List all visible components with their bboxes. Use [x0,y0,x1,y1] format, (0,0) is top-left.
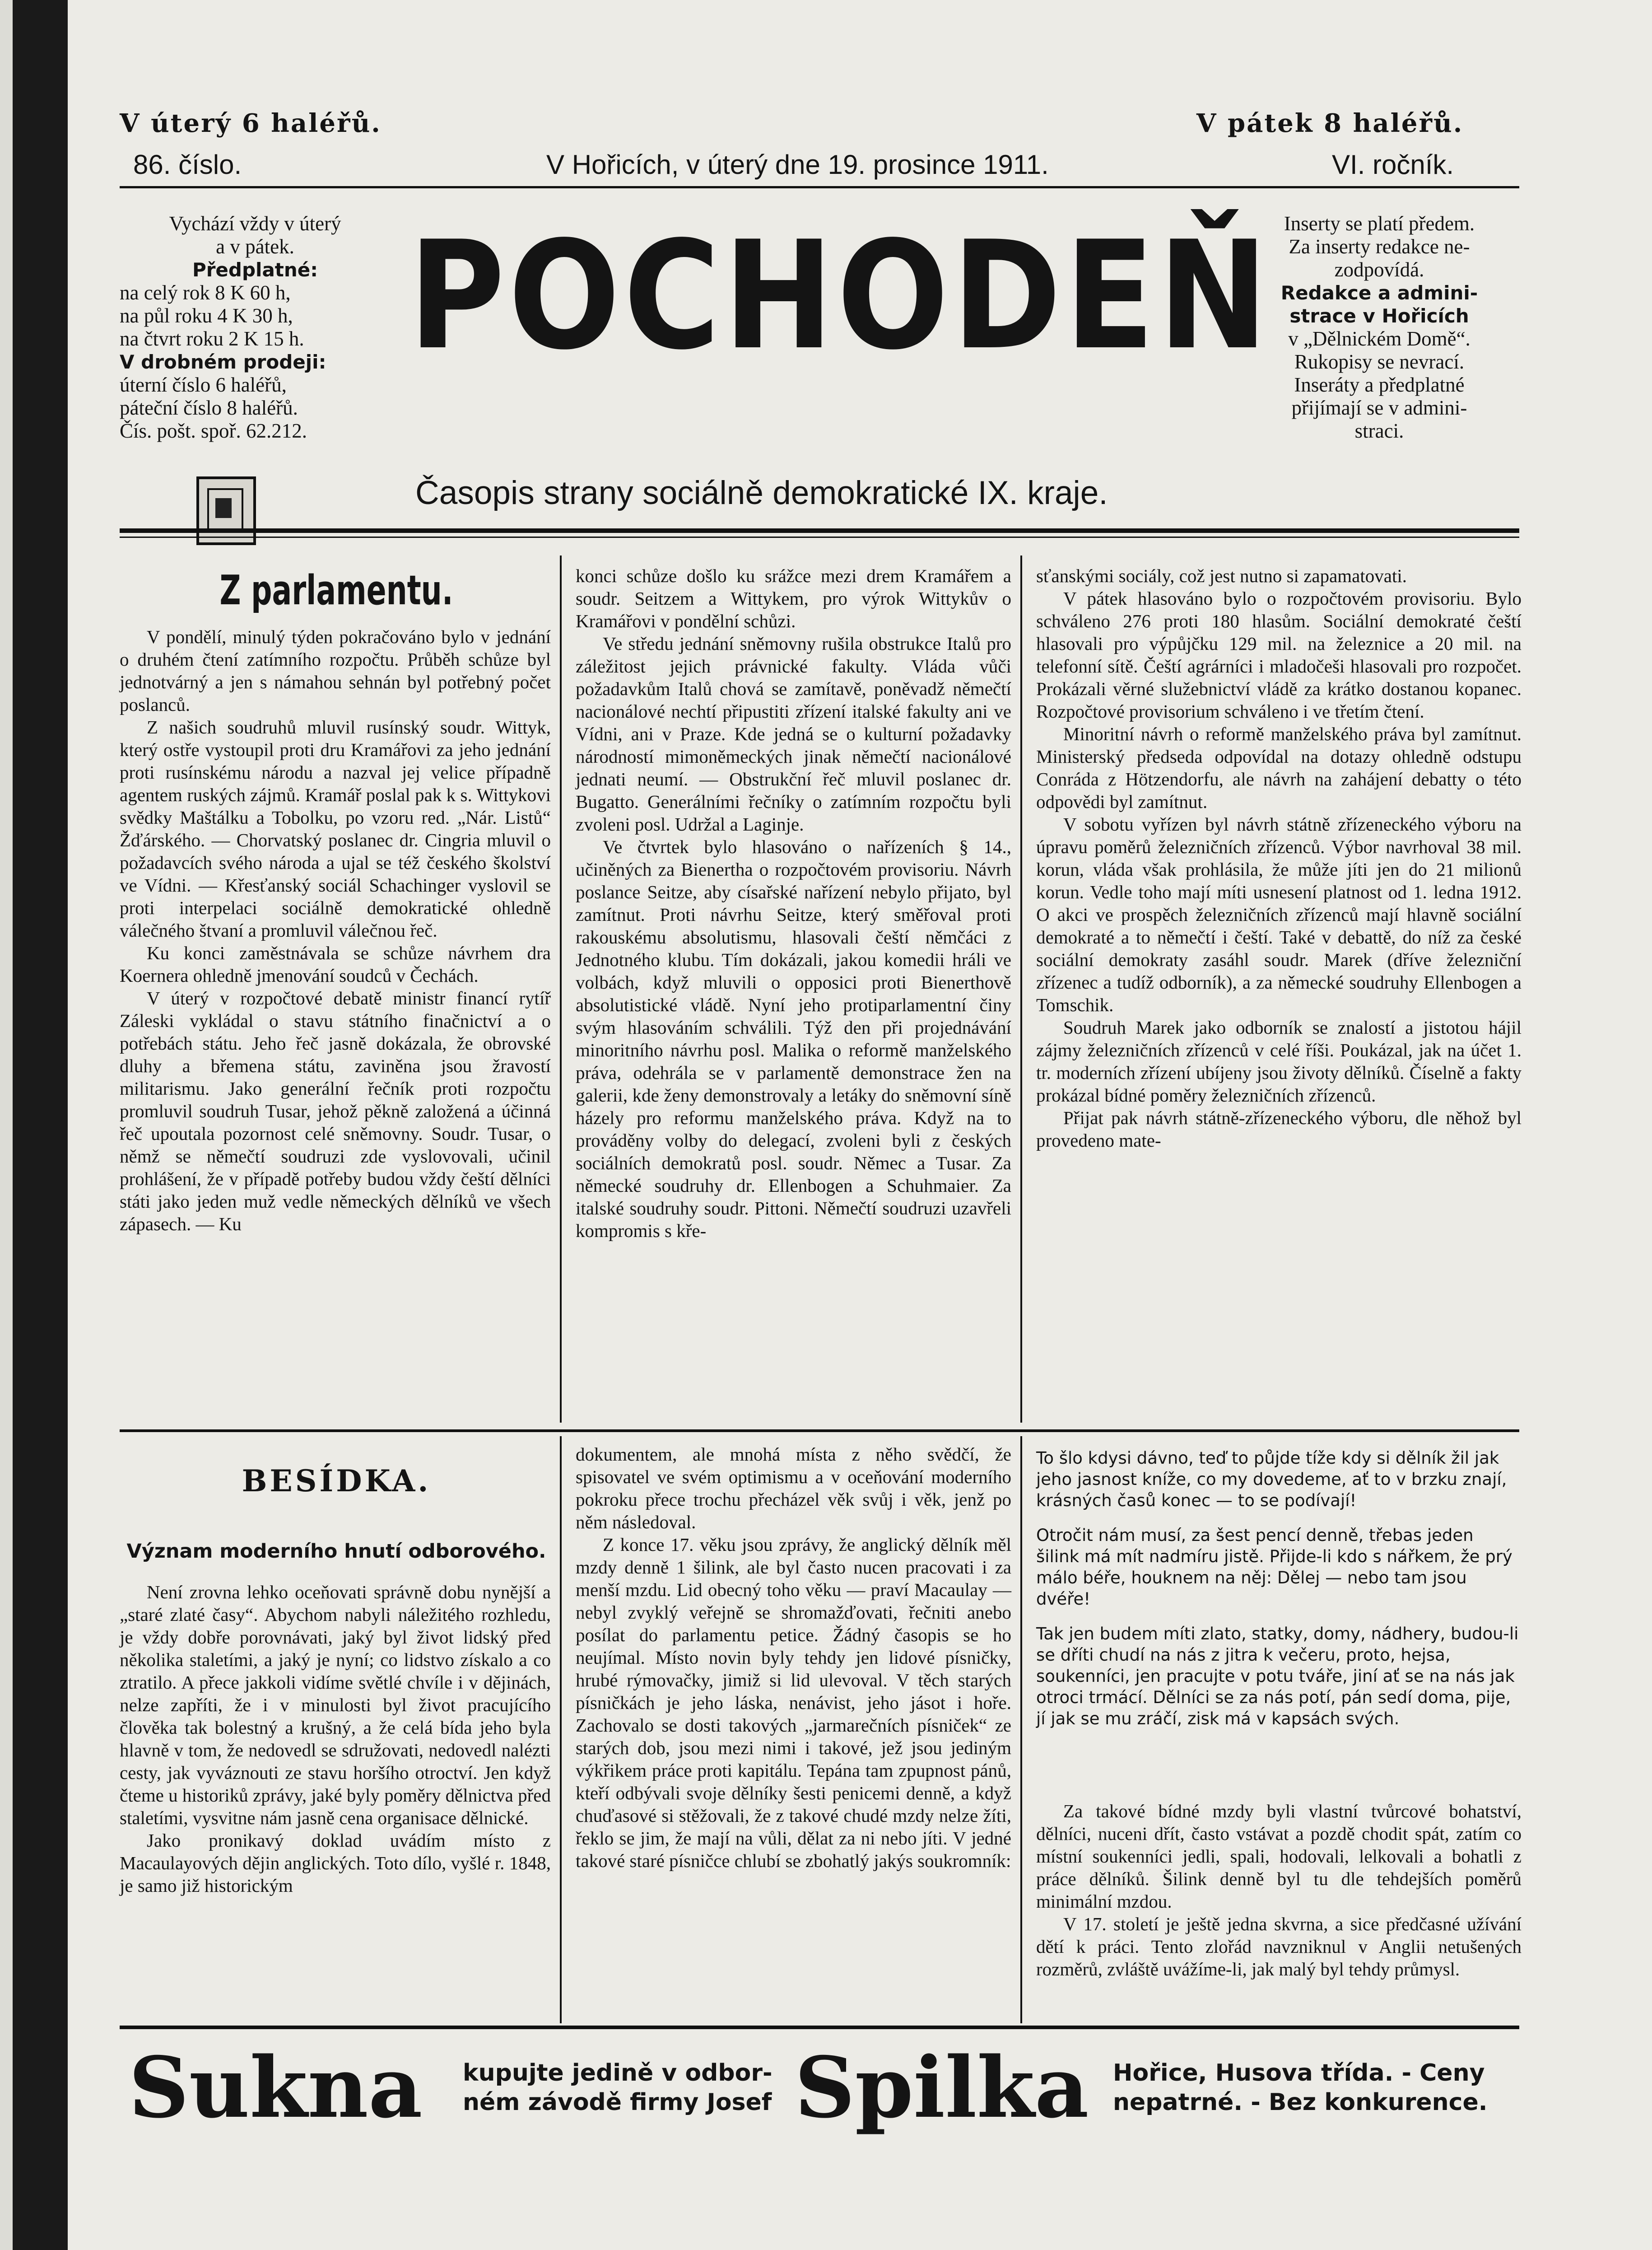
poem-stanza: Otročit nám musí, za šest pencí denně, třebas jeden šilink má mít nadmíru jistě. Přijde-li kdo s nářkem, že prý málo béře, houknem na něj: Dělej — nebo tam jsou dvéře! [1036,1526,1512,1609]
feuilleton-column-2 [576,1443,1011,1872]
price-half-year: na půl roku 4 K 30 h, [120,304,293,327]
ads-disclaimer-1: Za inserty redakce ne- [1289,235,1470,258]
manuscripts-note: Rukopisy se nevrací. [1294,350,1465,373]
editorial-address-3: v „Dělnickém Domě“. [1288,327,1471,350]
article-column-2 [576,565,1011,1242]
poem-block [1036,1447,1522,1743]
retail-heading: V drobném prodeji: [120,351,326,373]
advert-text-1: kupujte jedině v odbor- [463,2059,772,2087]
paragraph: Jako pronikavý doklad uvádím místo z Macaulayových dějin anglických. Toto dílo, vyšlé r. 1848, je samo již historickým [120,1830,551,1896]
paragraph: V úterý v rozpočtové debatě ministr financí rytíř Záleski vykládal o stavu státního finačnictví a o potřebách státu. Jeho řeč jasně dokázala, že obrovské dluhy a břemena státu, zaviněna jsou žravostí militarismu. Jako generální řečník proti rozpočtu promluvil soudruh Tusar, jehož pěkně založená a účinná řeč upoutala pozornost celé sněmovny. Soudr. Tusar, o němž se němečtí soudruzi zde vyslovovali, učinil prohlášení, že v případě potřeby budou vždy čeští dělníci státi jako jeden muž vedle německých dělníků ve všech zápasech. — Ku [120,988,551,1234]
union-label-stamp-icon [196,476,256,545]
paragraph: Minoritní návrh o reformě manželského práva byl zamítnut. Ministerský předseda odpovídal na dotazy ohledně odstupu Conráda z Hötzendorfu, ale návrh na zahájení debatty o této odpovědi byl zamítnut. [1036,724,1522,812]
paragraph: Z našich soudruhů mluvil rusínský soudr. Wittyk, který ostře vystoupil proti dru Kramářovi za jeho jednání proti rusínskému národu a nazval jej velice případně agentem ruských zájmů. Kramář poslal pak k s. Wittykovi svědky Maštálku a Tobolku, po vzoru red. „Nár. Listů“ Žďárského. — Chorvatský poslanec dr. Cingria mluvil o požadavcích svého národa a ujal se též českého školství ve Vídni. — Křesťanský sociál Schachinger vyslovil se proti interpelaci sociálně demokratické ohledně válečného štvaní a promluvil válečnou řeč. [120,717,551,941]
paragraph: Za takové bídné mzdy byli vlastní tvůrcové bohatství, dělníci, nuceni dřít, často vstávat a pozdě chodit spát, zatím co místní soukenníci jedli, spali, hodovali, lelkovali a bohatli z práce dělníků. Šilink denně byl tu dle tehdejších poměrů minimální mzdou. [1036,1801,1522,1912]
newspaper-page [68,0,1652,2250]
advert-text-4: nepatrné. - Bez konkurence. [1113,2089,1488,2116]
postal-savings-number: Čís. pošt. spoř. 62.212. [120,420,307,442]
article-column-3 [1036,565,1522,1152]
paragraph: V pátek hlasováno bylo o rozpočtovém provisoriu. Bylo schváleno 276 proti 180 hlasům. Sociální demokraté čeští hlasovali pro výpůjčku 129 mil. na železnice a 20 mil. na telefonní sítě. Čeští agrárníci i mladočeši hlasovali pro rozpočet. Prokázali věrné služebnictví vládě za krátko dostanou kopanec. Rozpočtové provisorium schváleno i ve třetím čtení. [1036,588,1522,722]
price-friday: V pátek 8 haléřů. [1196,108,1464,138]
ads-accepted-3: straci. [1354,420,1404,442]
article-title: Z parlamentu. [219,567,453,614]
paragraph: V 17. století je ještě jedna skvrna, a sice předčasné užívání dětí k práci. Tento zlořád navzniknul v Anglii netušených rozměrů, zvláště uvážíme-li, jak malý byl tehdy průmysl. [1036,1914,1522,1979]
feuilleton-column-3 [1036,1800,1522,1980]
publish-days-2: a v pátek. [216,235,294,258]
column-divider [1020,555,1022,1423]
paragraph: V sobotu vyřízen byl návrh státně zřízeneckého výboru na úpravu poměrů železničních zřízenců. Výbor navrhoval 38 mil. korun, vláda však prohlásila, že může jíti jen do 21 milionů korun. Vedle toho mají míti usnesení platnost od 1. ledna 1912. O akci ve prospěch železničních zřízenců mají hlavně sociální demokraté a to němečtí i čeští. Také v debattě, do níž za české sociální demokraty zasáhl soudr. Marek (dříve železniční zřízenec a tudíž odborník), a za německé soudruhy Ellenbogen a Tomschik. [1036,814,1522,1015]
advert-sukna: Sukna [129,2038,423,2137]
column-divider [560,1436,562,2023]
volume-number: VI. ročník. [1332,149,1454,180]
ads-accepted-2: přijímají se v admini- [1291,397,1467,419]
paragraph: Přijat pak návrh státně-zřízeneckého výboru, dle něhož byl provedeno mate- [1036,1107,1522,1151]
publish-days-1: Vychází vždy v úterý [169,212,341,235]
advert-text-2: ném závodě firmy Josef [463,2089,772,2116]
editorial-address-2: strace v Hořicích [1289,305,1469,327]
article-column-1 [120,626,551,1235]
ads-prepaid: Inserty se platí předem. [1284,212,1475,235]
poem-stanza: To šlo kdysi dávno, teď to půjde tíže kdy si dělník žil jak jeho jasnost kníže, co my dovedeme, ať to v brzku znají, krásných časů konec — to se podívají! [1036,1448,1507,1510]
paragraph: Není zrovna lehko oceňovati správně dobu nynější a „staré zlaté časy“. Abychom nabyli náležitého rozhledu, je vždy dobře porovnávati, jaký byl život lidský před několika staletími, a jaký je nyní; co lidstvo získalo a co ztratilo. A přece jakkoli vidíme světlé chvíle i v dějinách, nelze zapříti, že i v minulosti byl život pracujícího člověka tak bolestný a krušný, a že celá bída jeho byla hlavně v tom, že nedovedl se sdružovati, nedovedl nalézti cesty, jak vyváznouti ze stavu horšího otroctví. Jen když čteme u historiků zprávy, jaké byly poměry dělnictva před staletími, vysvitne nám jasně cena organisace dělnické. [120,1582,551,1828]
masthead-title: POCHODEŇ [409,209,1272,383]
advert-rule [120,2026,1519,2029]
paragraph: konci schůze došlo ku srážce mezi drem Kramářem a soudr. Seitzem a Wittykem, pro výrok Wittykův o Kramářovi v pondělní schůzi. [576,565,1011,631]
subscription-box [120,212,391,443]
header-rule [120,186,1519,188]
paragraph: Soudruh Marek jako odborník se znalostí a jistotou hájil zájmy železničních zřízenců v celé říši. Poukázal, jak na účet 1. tr. moderních zřízení ubíjeny jsou životy dělníků. Číselně a fakty prokázal bídné poměry železničních zřízenců. [1036,1017,1522,1106]
paragraph: V pondělí, minulý týden pokračováno bylo v jednání o druhém čtení zatímního rozpočtu. Průběh schůze byl jednotvárný a jen s námahou sehnán byl potřebný počet poslanců. [120,626,551,715]
editorial-box [1244,212,1515,443]
poem-stanza: Tak jen budem míti zlato, statky, domy, nádhery, budou-li se dříti chudí na nás z jitra k večeru, proto, hejsa, soukenníci, jen pracujte v potu tváře, jiní ať se na nás jak otroci trmácí. Dělníci se za nás potí, pán sedí doma, pije, jí jak se mu zráčí, zisk má v kapsách svých. [1036,1624,1519,1728]
price-quarter: na čtvrt roku 2 K 15 h. [120,327,304,350]
paragraph: Ku konci zaměstnávala se schůze návrhem dra Koernera ohledně jmenování soudců v Čechách. [120,943,551,986]
paragraph: sťanskými sociály, což jest nutno si zapamatovati. [1036,565,1407,586]
paragraph: Ve čtvrtek bylo hlasováno o nařízeních § 14., učiněných za Bienertha o rozpočtovém provisoriu. Návrh poslance Seitze, aby císařské nařízení nebylo přijato, byl zamítnut. Proti návrhu Seitze, který směřoval proti rakouskému absolutismu, hlasovali čeští němčáci z Jednotného klubu. Tím dokázali, jakou komedii hráli ve volbách, když mluvili o opposici proti Bienerthově absolutistické vládě. Nyní jeho protiparlamentní činy svým hlasováním schválili. Týž den při projednávání minoritního návrhu posl. Malika o reformě manželského práva, odehrála se v parlamentě demonstrace žen na galerii, kde ženy demonstrovaly a letáky do sněmovní síně házely pro reformu manželského práva. Když na to prováděny volby do delegací, zvoleni byli z českých sociálních demokratů posl. soudr. Němec a Tusar. Za německé soudruhy dr. Ellenbogen a Schuhmaier. Za italské soudruhy soudr. Pittoni. Němečtí soudruzi uzavřeli kompromis s kře- [576,836,1011,1241]
feuilleton-title: Význam moderního hnutí odborového. [126,1540,546,1563]
retail-tuesday: úterní číslo 6 haléřů, [120,373,287,396]
subscription-heading: Předplatné: [192,259,318,281]
paragraph: Z konce 17. věku jsou zprávy, že anglický dělník měl mzdy denně 1 šilink, ale byl často nucen pracovati i za menší mzdu. Lid obecný toho věku — praví Macaulay — nebyl zvyklý veřejně se shromažďovati, řečniti anebo posílat do parlamentu petice. Žádný časopis se ho neujímal. Místo novin byly tehdy jen lidové písničky, hrubé rýmovačky, jimiž si lid ulevoval. V těch starých písničkách je jeho láska, nenávist, jeho jásot i hoře. Zachovalo se dosti takových „jarmarečních písniček“ ze starých dob, jsou mezi nimi i takové, jež jsou jediným výkřikem práce proti kapitálu. Tepána tam zpupnost pánů, kteří odbývali svoje dělníky šesti penicemi denně, a když chuďasové si stěžovali, že z takové chudé mzdy nelze žíti, řeklo se jim, že mají na vůli, dělat za ni nebo jíti. V jedné takové staré písničce chlubí se zbohatlý jakýs soukromník: [576,1534,1011,1871]
paragraph: dokumentem, ale mnohá místa z něho svědčí, že spisovatel ve svém optimismu a v oceňování moderního pokroku přece trochu přecházel věk svůj i věk, jenž po něm následoval. [576,1444,1011,1532]
feuilleton-rule [120,1429,1519,1432]
adjacent-page-edge [0,0,13,2250]
masthead-rule [120,528,1519,533]
editorial-address-1: Redakce a admini- [1280,282,1478,304]
price-tuesday: V úterý 6 haléřů. [120,108,382,138]
paragraph: Ve středu jednání sněmovny rušila obstrukce Italů pro záležitost jejich právnické fakulty. Vláda vůči požadavkům Italů chová se zamítavě, poněvadž němečtí nacionálové nechtí připustiti zřízení italské fakulty ani ve Vídni, ani v Praze. Kde jedná se o kulturní požadavky národností mimoněmeckých jinak němečtí nacionálové jednati neumí. — Obstrukční řeč mluvil poslanec dr. Bugatto. Generálními řečníky o zatímním rozpočtu byli zvoleni posl. Udržal a Laginje. [576,633,1011,835]
retail-friday: páteční číslo 8 haléřů. [120,397,298,419]
price-year: na celý rok 8 K 60 h, [120,281,291,304]
ads-disclaimer-2: zodpovídá. [1334,258,1424,281]
masthead-rule-thin [120,537,1519,538]
advert-text-3: Hořice, Husova třída. - Ceny [1113,2059,1485,2087]
advert-spilka: Spilka [795,2038,1089,2137]
feuilleton-heading: BESÍDKA. [242,1463,431,1498]
advertisement [120,2032,1519,2150]
column-divider [560,555,562,1423]
place-and-date: V Hořicích, v úterý dne 19. prosince 1911. [546,149,1049,180]
feuilleton-column-1 [120,1581,551,1897]
column-divider [1020,1436,1022,2023]
film-margin [0,0,68,2250]
ads-accepted-1: Inseráty a předplatné [1294,373,1465,396]
masthead-subtitle: Časopis strany sociálně demokratické IX. kraje. [415,475,1108,511]
issue-number: 86. číslo. [133,149,242,180]
